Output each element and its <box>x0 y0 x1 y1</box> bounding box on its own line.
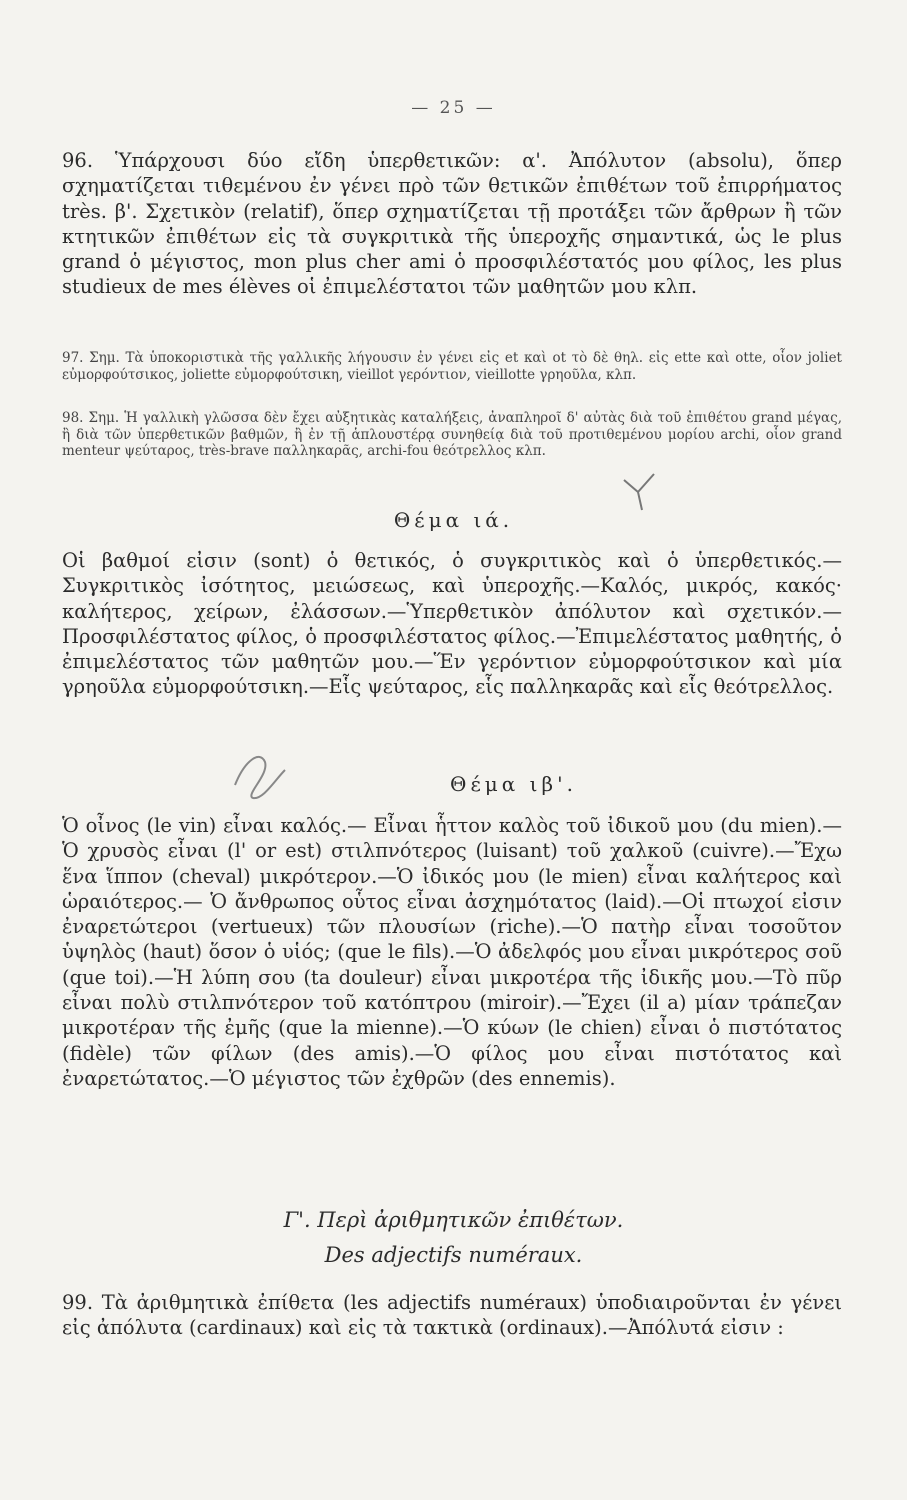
page-number: — 25 — <box>411 98 496 118</box>
paragraph-99: 99. Τὰ ἀριθμητικὰ ἐπίθετα (les adjectifs numéraux) ὑποδιαιροῦνται ἐν γένει εἰς ἀπόλυτα (cardinaux) καὶ εἰς τὰ τακτικὰ (ordinaux).—Ἀπόλυτά εἰσιν : <box>62 1291 842 1340</box>
theme-heading-2: Θέμα ιβ'. <box>450 772 577 796</box>
note-98: 98. Σημ. Ἡ γαλλικὴ γλῶσσα δὲν ἔχει αὐξητικὰς καταλήξεις, ἀναπληροῖ δ' αὐτὰς διὰ τοῦ ἐπιθέτου grand μέγας, ἢ διὰ τῶν ὑπερθετικῶν βαθμῶν, ἢ ἐν τῇ ἁπλουστέρᾳ συνηθείᾳ διὰ τοῦ προτιθεμένου μορίου archi, οἷον grand menteur ψεύταρος, très-brave παλληκαρᾶς, archi-fou θεότρελλος κλπ. <box>62 410 842 460</box>
note-97: 97. Σημ. Τὰ ὑποκοριστικὰ τῆς γαλλικῆς λήγουσιν ἐν γένει εἰς et καὶ ot τὸ δὲ θηλ. εἰς ette καὶ otte, οἷον joliet εὐμορφούτσικος, joliette εὐμορφούτσικη, vieillot γερόντιον, vieillotte γρηοῦλα, κλπ. <box>62 350 842 383</box>
paragraph-96: 96. Ὑπάρχουσι δύο εἴδη ὑπερθετικῶν: α'. Ἀπόλυτον (absolu), ὅπερ σχηματίζεται τιθεμένου ἐν γένει πρὸ τῶν θετικῶν ἐπιθέτων τοῦ ἐπιρρήματος très. β'. Σχετικὸν (relatif), ὅπερ σχηματίζεται τῇ προτάξει τῶν ἄρθρων ἢ τῶν κτητικῶν ἐπιθέτων εἰς τὰ συγκριτικὰ τῆς ὑπεροχῆς σημαντικά, ὡς le plus grand ὁ μέγιστος, mon plus cher ami ὁ προσφιλέστατός μου φίλος, les plus studieux de mes élèves οἱ ἐπιμελέστατοι τῶν μαθητῶν μου κλπ. <box>62 149 842 299</box>
section-title-french: Des adjectifs numéraux. <box>324 1243 583 1267</box>
theme-heading-1: Θέμα ιά. <box>393 508 514 532</box>
theme-1-text: Οἱ βαθμοί εἰσιν (sont) ὁ θετικός, ὁ συγκριτικὸς καὶ ὁ ὑπερθετικός.—Συγκριτικὸς ἰσότητος, μειώσεως, καὶ ὑπεροχῆς.—Καλός, μικρός, κακός· καλήτερος, χείρων, ἐλάσσων.—Ὑπερθετικὸν ἀπόλυτον καὶ σχετικόν.—Προσφιλέστατος φίλος, ὁ προσφιλέστατος φίλος.—Ἐπιμελέστατος μαθητής, ὁ ἐπιμελέστατος τῶν μαθητῶν μου.—Ἕν γερόντιον εὐμορφούτσικον καὶ μία γρηοῦλα εὐμορφούτσικη.—Εἷς ψεύταρος, εἷς παλληκαρᾶς καὶ εἷς θεότρελλος. <box>62 549 842 699</box>
section-title-greek: Γ'. Περὶ ἀριθμητικῶν ἐπιθέτων. <box>283 1208 624 1232</box>
theme-2-text: Ὁ οἶνος (le vin) εἶναι καλός.— Εἶναι ἧττον καλὸς τοῦ ἰδικοῦ μου (du mien).—Ὁ χρυσὸς εἶναι (l' or est) στιλπνότερος (luisant) τοῦ χαλκοῦ (cuivre).—Ἔχω ἕνα ἵππον (cheval) μικρότερον.—Ὁ ἰδικός μου (le mien) εἶναι καλήτερος καὶ ὡραιότερος.— Ὁ ἄνθρωπος οὗτος εἶναι ἀσχημότατος (laid).—Οἱ πτωχοί εἰσιν ἐναρετώτεροι (vertueux) τῶν πλουσίων (riche).—Ὁ πατὴρ εἶναι τοσοῦτον ὑψηλὸς (haut) ὅσον ὁ υἱός; (que le fils).—Ὁ ἀδελφός μου εἶναι μικρότερος σοῦ (que toi).—Ἡ λύπη σου (ta douleur) εἶναι μικροτέρα τῆς ἰδικῆς μου.—Τὸ πῦρ εἶναι πολὺ στιλπνότερον τοῦ κατόπτρου (miroir).—Ἔχει (il a) μίαν τράπεζαν μικροτέραν τῆς ἐμῆς (que la mienne).—Ὁ κύων (le chien) εἶναι ὁ πιστότατος (fidèle) τῶν φίλων (des amis).—Ὁ φίλος μου εἶναι πιστότατος καὶ ἐναρετώτατος.—Ὁ μέγιστος τῶν ἐχθρῶν (des ennemis). <box>62 814 842 1090</box>
